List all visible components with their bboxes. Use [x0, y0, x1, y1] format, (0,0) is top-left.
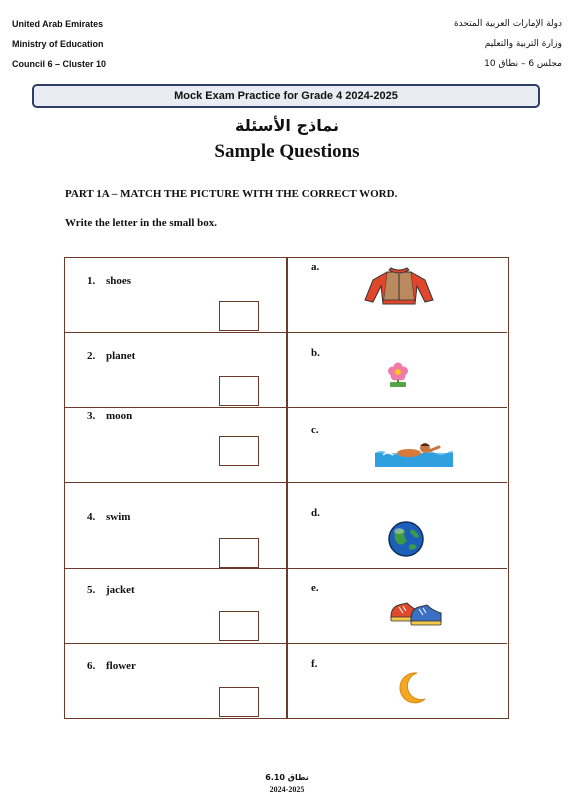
- page-title: Sample Questions: [214, 141, 360, 162]
- footer-year: 2024-2025: [269, 785, 305, 794]
- question-number: 2.: [87, 350, 96, 362]
- part-heading: PART 1A – MATCH THE PICTURE WITH THE CORRECT WORD.: [65, 188, 398, 200]
- question-word: flower: [106, 660, 136, 672]
- question-word: jacket: [106, 584, 135, 596]
- table-row: [65, 408, 507, 483]
- swimmer-icon: [375, 441, 453, 469]
- header-country: United Arab Emirates: [12, 19, 104, 29]
- title-arabic: نماذج الأسئلة: [235, 116, 339, 135]
- picture-letter: f.: [311, 658, 318, 670]
- question-word: shoes: [106, 275, 132, 287]
- footer-cluster: نطاق 6.10: [265, 773, 309, 782]
- question-word: planet: [106, 350, 136, 362]
- table-row: [65, 569, 507, 644]
- picture-letter: b.: [311, 347, 320, 359]
- answer-box[interactable]: [219, 436, 259, 466]
- picture-letter: e.: [311, 582, 319, 594]
- question-number: 1.: [87, 275, 96, 287]
- picture-letter: a.: [311, 261, 320, 273]
- matching-table: [64, 257, 509, 719]
- header-left: [12, 14, 106, 74]
- question-number: 3.: [87, 410, 96, 422]
- picture-letter: c.: [311, 424, 319, 436]
- answer-box[interactable]: [219, 376, 259, 406]
- table-row: [65, 644, 507, 720]
- header-council-ar: مجلس 6 – نطاق 10: [484, 59, 562, 69]
- shoes-icon: [389, 597, 443, 627]
- jacket-icon: [363, 266, 435, 306]
- answer-box[interactable]: [219, 611, 259, 641]
- answer-box[interactable]: [219, 687, 259, 717]
- footer: [0, 772, 574, 796]
- picture-letter: d.: [311, 507, 320, 519]
- answer-box[interactable]: [219, 301, 259, 331]
- moon-icon: [397, 671, 427, 705]
- question-number: 4.: [87, 511, 96, 523]
- header-ministry-ar: وزارة التربية والتعليم: [484, 39, 562, 49]
- question-word: swim: [106, 511, 131, 523]
- table-row: [65, 258, 507, 333]
- question-number: 6.: [87, 660, 96, 672]
- header-ministry: Ministry of Education: [12, 39, 104, 49]
- exam-banner: Mock Exam Practice for Grade 4 2024-2025: [32, 84, 540, 108]
- header-right: [454, 14, 562, 74]
- header-country-ar: دولة الإمارات العربية المتحدة: [453, 19, 562, 29]
- flower-icon: [383, 362, 413, 390]
- globe-icon: [387, 521, 425, 557]
- question-word: moon: [106, 410, 133, 422]
- answer-box[interactable]: [219, 538, 259, 568]
- question-number: 5.: [87, 584, 96, 596]
- instruction: Write the letter in the small box.: [65, 217, 218, 229]
- table-row: [65, 333, 507, 408]
- table-row: [65, 483, 507, 569]
- header-council: Council 6 – Cluster 10: [12, 59, 107, 69]
